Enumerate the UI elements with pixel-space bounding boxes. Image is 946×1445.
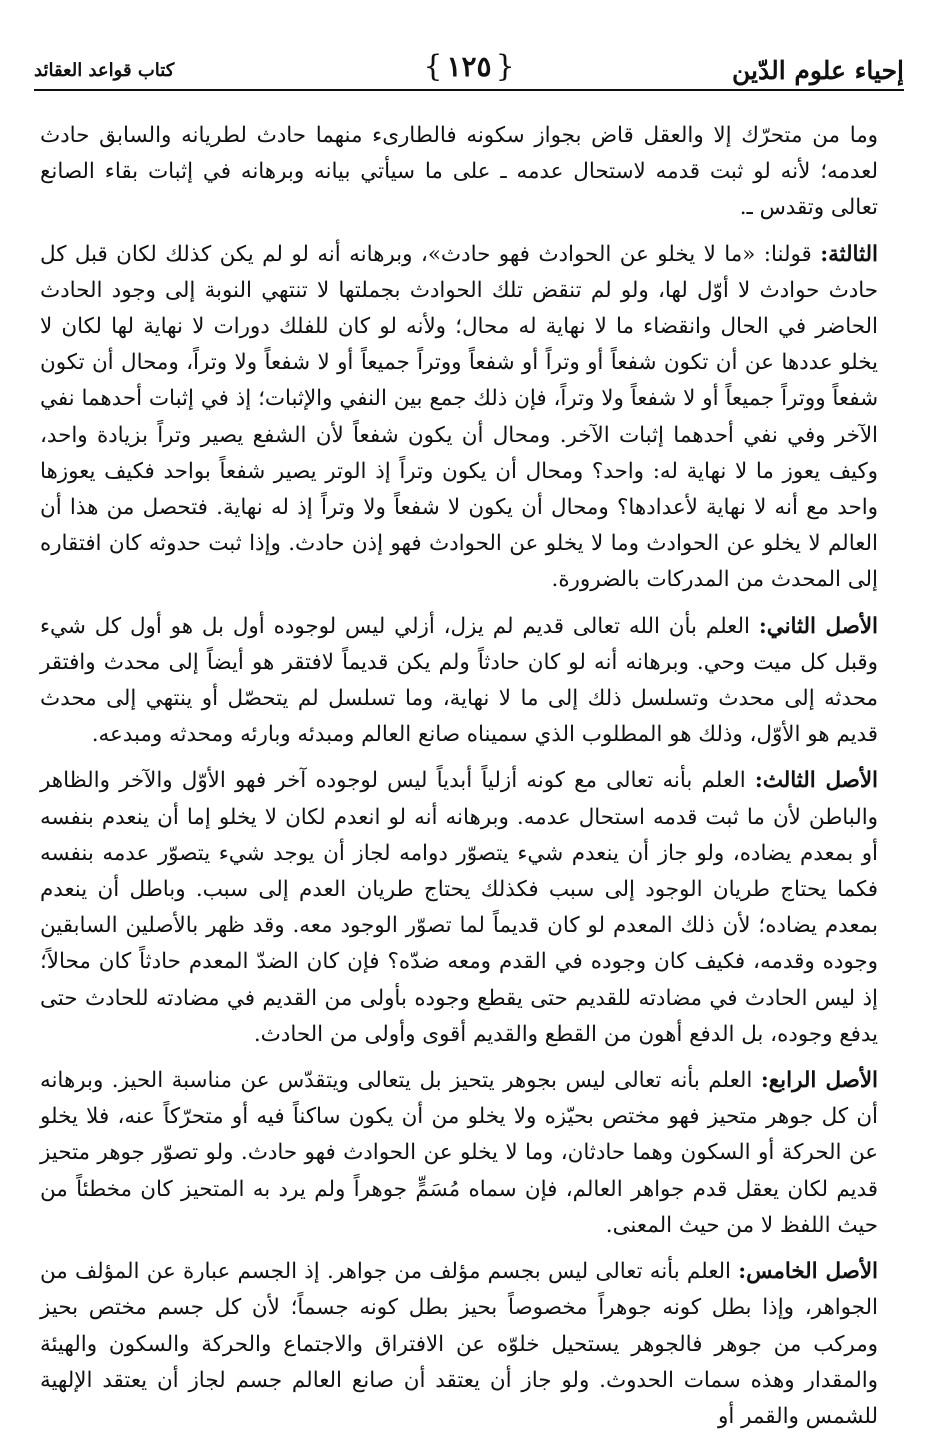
ornament-right-icon: }: [495, 48, 515, 84]
paragraph-6: [40, 1254, 878, 1435]
paragraph-heading: الثالثة:: [820, 241, 878, 267]
page-number-ornament: [423, 50, 514, 83]
ornament-left-icon: {: [423, 48, 443, 84]
paragraph-3: [40, 609, 878, 754]
paragraph-text: العلم بأنه تعالى ليس بجوهر يتحيز بل يتعالى ويتقدّس عن مناسبة الحيز. وبرهانه أن كل جوهر متحيز فهو مختص بحيّزه ولا يخلو من أن يكون ساكناً فيه أو متحرّكاً عنه، فلا يخلو عن الحركة أو السكون وهما حادثان، وما لا يخلو عن الحوادث فهو حادث. ولو تصوّر جوهر متحيز قديم لكان يعقل قدم جواهر العالم، فإن سماه مُسَمٍّ جوهراً ولم يرد به المتحيز كان مخطئاً من حيث اللفظ لا من حيث المعنى.: [40, 1068, 878, 1238]
book-title: إحياء علوم الدّين: [732, 56, 904, 85]
page-header: [34, 50, 904, 92]
paragraph-text: العلم بأنه تعالى مع كونه أزلياً أبدياً ليس لوجوده آخر فهو الأوّل والآخر والظاهر والباطن لأن ما ثبت قدمه استحال عدمه. وبرهانه أنه لو انعدم لكان لا يخلو إما أن ينعدم بنفسه أو بمعدم يضاده، ولو جاز أن ينعدم شيء يتصوّر دوامه لجاز أن يوجد شيء يتصوّر عدمه بنفسه فكما يحتاج طريان الوجود إلى سبب فكذلك يحتاج طريان العدم إلى سبب. وباطل أن ينعدم بمعدم يضاده؛ لأن ذلك المعدم لو كان قديماً لما تصوّر الوجود معه. وقد ظهر بالأصلين السابقين وجوده وقدمه، فكيف كان وجوده في القدم ومعه ضدّه؟ فإن كان الضدّ المعدم حادثاً كان محالاً؛ إذ ليس الحادث في مضادته للقديم حتى يقطع وجوده بأولى من القديم في مضادته للحادث حتى يدفع وجوده، بل الدفع أهون من القطع والقديم أقوى وأولى من الحادث.: [40, 768, 878, 1047]
paragraph-heading: الأصل الثالث:: [754, 768, 878, 794]
paragraph-2: [40, 237, 878, 599]
paragraph-1: [40, 118, 878, 227]
paragraph-text: العلم بأن الله تعالى قديم لم يزل، أزلي ليس لوجوده أول بل هو أول كل شيء وقبل كل ميت وحي. وبرهانه أنه لو كان حادثاً ولم يكن قديماً لافتقر هو أيضاً إلى محدث وافتقر محدثه إلى محدث وتسلسل ذلك إلى ما لا نهاية، وما تسلسل لم يتحصّل أو ينتهي إلى محدث قديم هو الأوّل، وذلك هو المطلوب الذي سميناه صانع العالم ومبدئه وبارئه ومحدثه ومبدعه.: [40, 613, 878, 748]
paragraph-heading: الأصل الرابع:: [760, 1068, 878, 1094]
paragraph-5: [40, 1063, 878, 1244]
page-number: ١٢٥: [446, 50, 492, 83]
header-rule: [34, 89, 904, 91]
section-title: كتاب قواعد العقائد: [34, 60, 175, 81]
paragraph-4: [40, 763, 878, 1053]
paragraph-heading: الأصل الثاني:: [758, 613, 878, 639]
paragraph-text: قولنا: «ما لا يخلو عن الحوادث فهو حادث»، وبرهانه أنه لو لم يكن كذلك لكان قبل كل حادث حوادث لا أوّل لها، ولو لم تنقض تلك الحوادث بجملتها لا تنتهي النوبة إلى وجود الحادث الحاضر في الحال وانقضاء ما لا نهاية له محال؛ ولأنه لو كان للفلك دورات لا نهاية لها لكان لا يخلو عددها عن أن تكون شفعاً أو وتراً أو شفعاً ووتراً جميعاً أو لا شفعاً ولا وتراً، ومحال أن تكون شفعاً ووتراً جميعاً أو لا شفعاً ولا وتراً، فإن ذلك جمع بين النفي والإثبات؛ إذ في إثبات أحدهما نفي الآخر وفي نفي أحدهما إثبات الآخر. ومحال أن يكون شفعاً لأن الشفع يصير وتراً بزيادة واحد، وكيف يعوز ما لا نهاية له: واحد؟ ومحال أن يكون وتراً إذ الوتر يصير شفعاً بواحد فكيف يعوزها واحد مع أنه لا نهاية لأعدادها؟ ومحال أن يكون لا شفعاً ولا وتراً إذ له نهاية. فتحصل من هذا أن العالم لا يخلو عن الحوادث وما لا يخلو عن الحوادث فهو إذن حادث. وإذا ثبت حدوثه كان افتقاره إلى المحدث من المدركات بالضرورة.: [40, 241, 878, 593]
page-body: [40, 118, 878, 1445]
paragraph-heading: الأصل الخامس:: [738, 1259, 878, 1285]
paragraph-text: وما من متحرّك إلا والعقل قاض بجواز سكونه فالطارىء منهما حادث لطريانه والسابق حادث لعدمه؛ لأنه لو ثبت قدمه لاستحال عدمه ـ على ما سيأتي بيانه وبرهانه في إثبات بقاء الصانع تعالى وتقدس ـ.: [40, 123, 878, 221]
paragraph-text: العلم بأنه تعالى ليس بجسم مؤلف من جواهر. إذ الجسم عبارة عن المؤلف من الجواهر، وإذا بطل كونه جوهراً مخصوصاً بحيز بطل كونه جسماً؛ لأن كل جسم مختص بحيز ومركب من جوهر فالجوهر يستحيل خلوّه عن الافتراق والاجتماع والحركة والسكون والهيئة والمقدار وهذه سمات الحدوث. ولو جاز أن يعتقد أن صانع العالم جسم لجاز أن يعتقد الإلهية للشمس والقمر أو: [40, 1259, 878, 1429]
